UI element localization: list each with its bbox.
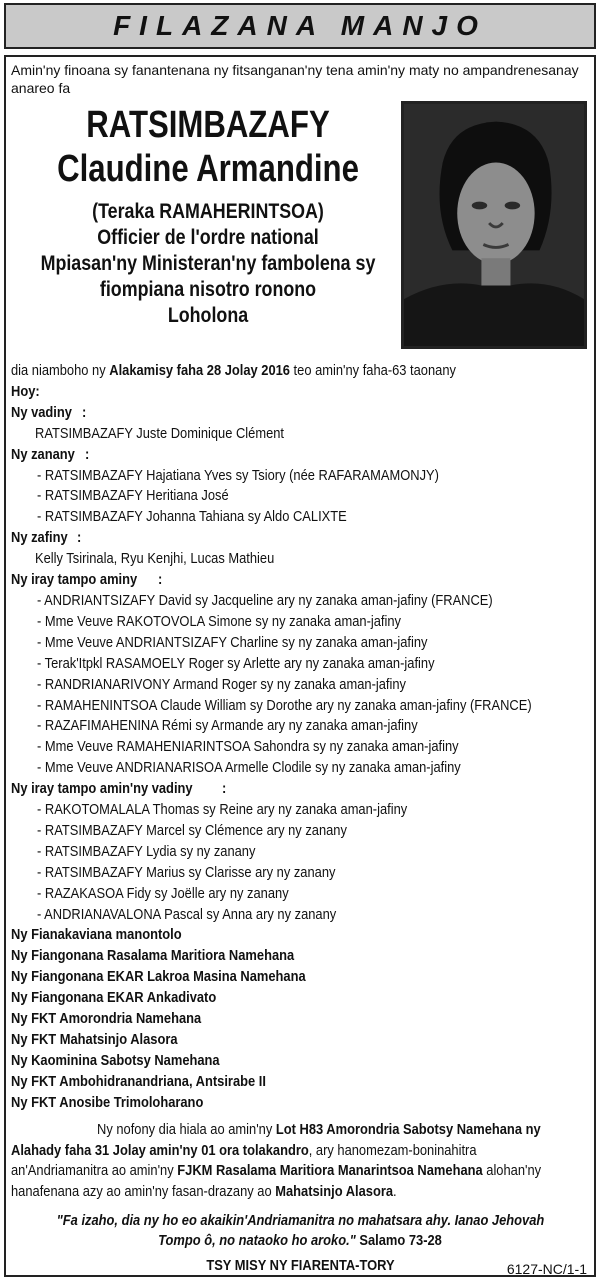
family-member: - Mme Veuve ANDRIANARISOA Armelle Clodile sy ny zanaka aman-jafiny (37, 759, 461, 777)
family-member: - RATSIMBAZAFY Marius sy Clarisse ary ny zanany (37, 863, 336, 881)
sub-line: Loholona (167, 304, 249, 327)
family-member: RATSIMBAZAFY Juste Dominique Clément (35, 424, 285, 442)
notice-frame (4, 55, 596, 1277)
funeral-info (11, 1120, 589, 1204)
death-line (11, 361, 589, 382)
sub-line: Officier de l'ordre national (97, 226, 319, 249)
death-date: Alakamisy faha 28 Jolay 2016 (109, 362, 290, 379)
group-item: Ny Fiangonana EKAR Ankadivato (11, 989, 217, 1007)
deceased-given-names: Claudine Armandine (57, 148, 359, 190)
family-member: - RATSIMBAZAFY Hajatiana Yves sy Tsiory (née RAFARAMAMONJY) (37, 466, 439, 484)
funeral-line: Alahady faha 31 Jolay amin'ny 01 ora tolakandro, ary hanomezam-boninahitra (11, 1141, 477, 1159)
family-member: - Terak'Itpkl RASAMOELY Roger sy Arlette ary ny zanaka aman-jafiny (37, 654, 435, 672)
portrait-photo (401, 101, 587, 349)
family-member: - RATSIMBAZAFY Lydia sy ny zanany (37, 842, 256, 860)
family-member: - RAZAFIMAHENINA Rémi sy Armande ary ny zanaka aman-jafiny (37, 717, 418, 735)
family-member: - RAMAHENINTSOA Claude William sy Dorothe ary ny zanaka aman-jafiny (FRANCE) (37, 696, 532, 714)
intro-line: anareo fa (11, 80, 71, 96)
intro-line: Amin'ny finoana sy fanantenana ny fitsanganan'ny tena amin'ny maty no ampandrenesanay (11, 62, 579, 78)
family-member: - RAKOTOMALALA Thomas sy Reine ary ny zanaka aman-jafiny (37, 801, 408, 819)
intro-text (11, 61, 589, 97)
footer (11, 1257, 589, 1277)
sub-line: Mpiasan'ny Ministeran'ny fambolena sy (40, 252, 376, 275)
group-item: Ny FKT Amorondria Namehana (11, 1010, 202, 1028)
family-member: Kelly Tsirinala, Ryu Kenjhi, Lucas Mathieu (35, 550, 275, 568)
group-item: Ny Fianakaviana manontolo (11, 926, 182, 944)
family-member: - RAZAKASOA Fidy sy Joëlle ary ny zanany (37, 884, 289, 902)
portrait-icon (404, 104, 584, 346)
family-member: - Mme Veuve RAKOTOVOLA Simone sy ny zanaka aman-jafiny (37, 612, 401, 630)
family-member: - Mme Veuve RAMAHENIARINTSOA Sahondra sy ny zanaka aman-jafiny (37, 738, 459, 756)
deceased-heading (11, 103, 405, 329)
section-label: Ny zafiny : (11, 529, 82, 547)
family-member: - RATSIMBAZAFY Heritiana José (37, 487, 229, 505)
group-item: Ny FKT Mahatsinjo Alasora (11, 1031, 178, 1048)
funeral-line: an'Andriamanitra ao amin'ny FJKM Rasalama Maritiora Manarintsoa Namehana alohan'ny (11, 1162, 542, 1180)
family-member: - RATSIMBAZAFY Johanna Tahiana sy Aldo CALIXTE (37, 508, 347, 526)
section-label: Ny iray tampo aminy : (11, 571, 163, 589)
family-sections (11, 403, 589, 926)
section-label: Ny iray tampo amin'ny vadiny : (11, 780, 227, 798)
hoy-label: Hoy: (11, 382, 40, 400)
group-item: Ny Fiangonana Rasalama Maritiora Namehana (11, 947, 295, 965)
header-area (11, 97, 589, 361)
section-label: Ny vadiny : (11, 403, 87, 421)
sub-line: (Teraka RAMAHERINTSOA) (92, 200, 324, 223)
quote-line: "Fa izaho, dia ny ho eo akaikin'Andriamanitra no mahatsara ahy. Ianao Jehovah (56, 1212, 544, 1230)
family-member: - RATSIMBAZAFY Marcel sy Clémence ary ny zanany (37, 821, 347, 839)
community-groups (11, 925, 589, 1113)
family-member: - Mme Veuve ANDRIANTSIZAFY Charline sy ny zanaka aman-jafiny (37, 633, 428, 651)
family-member: - ANDRIANAVALONA Pascal sy Anna ary ny zanany (37, 905, 337, 923)
notice-body (11, 361, 589, 1114)
section-label: Ny zanany : (11, 445, 90, 463)
funeral-line: Ny nofony dia hiala ao amin'ny Lot H83 Amorondria Sabotsy Namehana ny (97, 1120, 541, 1138)
group-item: Ny Kaominina Sabotsy Namehana (11, 1051, 220, 1069)
family-member: - RANDRIANARIVONY Armand Roger sy ny zanaka aman-jafiny (37, 675, 406, 693)
death-line-pre: dia niamboho ny (11, 362, 110, 379)
sub-line: fiompiana nisotro ronono (99, 278, 317, 301)
death-line-post: teo amin'ny faha-63 taonany (289, 362, 456, 379)
group-item: Ny Fiangonana EKAR Lakroa Masina Namehana (11, 968, 306, 986)
funeral-line: hanafenana azy ao amin'ny fasan-drazany ao Mahatsinjo Alasora. (11, 1183, 397, 1201)
deceased-surname: RATSIMBAZAFY (86, 104, 330, 146)
banner-title: FILAZANA MANJO (4, 3, 596, 49)
reference-code: 6127-NC/1-1 (506, 1261, 587, 1277)
group-item: Ny FKT Ambohidranandriana, Antsirabe II (11, 1072, 266, 1090)
group-item: Ny FKT Anosibe Trimoloharano (11, 1093, 204, 1111)
quote-line: Tompo ô, no nataoko ho aroko." Salamo 73-28 (158, 1232, 442, 1250)
closing-text: TSY MISY NY FIARENTA-TORY (205, 1257, 395, 1275)
bible-quote (11, 1211, 589, 1251)
family-member: - ANDRIANTSIZAFY David sy Jacqueline ary ny zanaka aman-jafiny (FRANCE) (37, 591, 493, 609)
